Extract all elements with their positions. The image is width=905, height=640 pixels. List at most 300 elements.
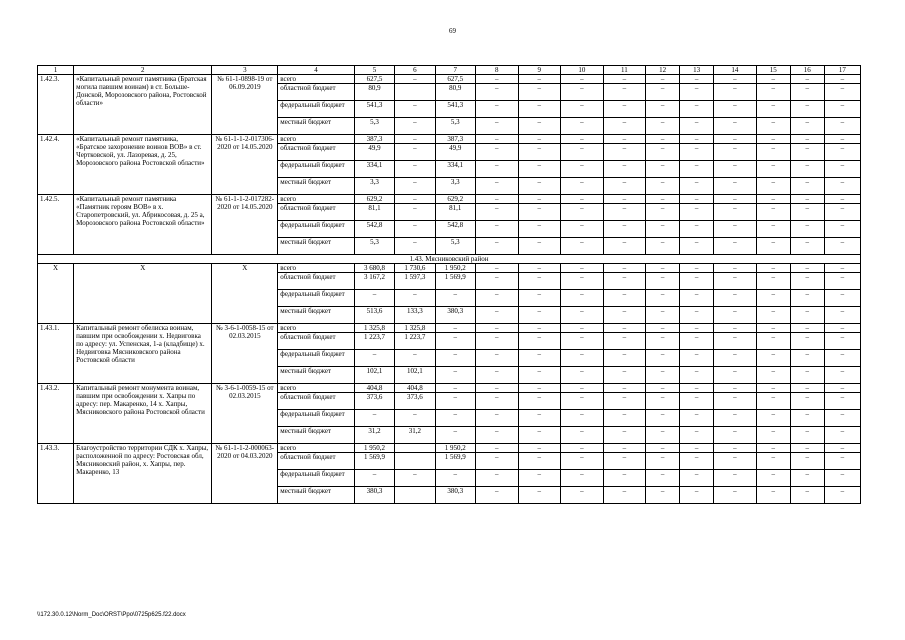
- value-col16: –: [790, 393, 824, 410]
- value-col15: –: [756, 161, 790, 178]
- value-col10: –: [561, 195, 604, 204]
- table-row: [38, 444, 861, 453]
- value-col6: –: [395, 204, 435, 221]
- value-col9: –: [518, 290, 561, 307]
- value-col14: –: [714, 273, 757, 290]
- value-col16: –: [790, 367, 824, 384]
- value-col7: –: [435, 350, 475, 367]
- value-col12: –: [646, 75, 680, 84]
- value-col11: –: [603, 75, 646, 84]
- value-col15: –: [756, 273, 790, 290]
- value-col7: –: [435, 427, 475, 444]
- value-total: 627,5: [354, 75, 394, 84]
- value-col6: 1 730,6: [395, 264, 435, 273]
- table-row: [38, 135, 861, 144]
- funding-source: федеральный бюджет: [278, 221, 355, 238]
- value-col7: 541,3: [435, 101, 475, 118]
- value-col7: 80,9: [435, 84, 475, 101]
- value-col12: –: [646, 324, 680, 333]
- value-col6: –: [395, 470, 435, 487]
- value-col12: –: [646, 393, 680, 410]
- value-col8: –: [476, 393, 519, 410]
- value-col12: –: [646, 350, 680, 367]
- value-col15: –: [756, 238, 790, 255]
- value-col9: –: [518, 264, 561, 273]
- value-col13: –: [680, 350, 714, 367]
- value-col14: –: [714, 350, 757, 367]
- value-col15: –: [756, 195, 790, 204]
- value-col14: –: [714, 307, 757, 324]
- value-col12: –: [646, 453, 680, 470]
- value-col17: –: [824, 410, 860, 427]
- value-col8: –: [476, 144, 519, 161]
- value-col7: –: [435, 324, 475, 333]
- value-col9: –: [518, 444, 561, 453]
- value-col10: –: [561, 487, 604, 504]
- value-col8: –: [476, 427, 519, 444]
- value-col12: –: [646, 264, 680, 273]
- value-col10: –: [561, 384, 604, 393]
- value-col14: –: [714, 118, 757, 135]
- value-col10: –: [561, 273, 604, 290]
- value-col12: –: [646, 273, 680, 290]
- value-col7: 629,2: [435, 195, 475, 204]
- value-col11: –: [603, 367, 646, 384]
- value-col11: –: [603, 427, 646, 444]
- value-col17: –: [824, 324, 860, 333]
- value-col6: –: [395, 135, 435, 144]
- value-total: 80,9: [354, 84, 394, 101]
- column-header: 15: [756, 66, 790, 75]
- funding-source: федеральный бюджет: [278, 470, 355, 487]
- value-col12: –: [646, 470, 680, 487]
- value-col15: –: [756, 444, 790, 453]
- value-col11: –: [603, 453, 646, 470]
- funding-source: всего: [278, 384, 355, 393]
- value-col17: –: [824, 487, 860, 504]
- value-col8: –: [476, 350, 519, 367]
- value-col9: –: [518, 161, 561, 178]
- value-col13: –: [680, 453, 714, 470]
- value-col11: –: [603, 195, 646, 204]
- value-total: 81,1: [354, 204, 394, 221]
- funding-source: федеральный бюджет: [278, 350, 355, 367]
- value-col17: –: [824, 118, 860, 135]
- value-col16: –: [790, 470, 824, 487]
- value-col9: –: [518, 238, 561, 255]
- value-col17: –: [824, 393, 860, 410]
- value-total: 3 680,8: [354, 264, 394, 273]
- value-col8: –: [476, 324, 519, 333]
- table-row: [38, 324, 861, 333]
- value-col16: –: [790, 264, 824, 273]
- value-col15: –: [756, 84, 790, 101]
- column-header: 7: [435, 66, 475, 75]
- value-col8: –: [476, 273, 519, 290]
- value-col14: –: [714, 393, 757, 410]
- value-col12: –: [646, 444, 680, 453]
- value-col16: –: [790, 333, 824, 350]
- value-col14: –: [714, 410, 757, 427]
- item-name: «Капитальный ремонт памятника «Памятник героям ВОВ» в х. Старопетровский, ул. Абрикосовая, д. 25 а, Морозовского района Ростовской области»: [74, 195, 212, 255]
- budget-table: [37, 65, 861, 504]
- value-total: 334,1: [354, 161, 394, 178]
- value-col8: –: [476, 307, 519, 324]
- value-col7: 387,3: [435, 135, 475, 144]
- funding-source: всего: [278, 135, 355, 144]
- column-header: 17: [824, 66, 860, 75]
- value-col6: –: [395, 350, 435, 367]
- value-col11: –: [603, 221, 646, 238]
- value-col17: –: [824, 204, 860, 221]
- value-col6: –: [395, 144, 435, 161]
- value-col7: 5,3: [435, 238, 475, 255]
- value-col10: –: [561, 135, 604, 144]
- value-col8: –: [476, 487, 519, 504]
- value-col13: –: [680, 307, 714, 324]
- value-col8: –: [476, 178, 519, 195]
- value-total: 1 223,7: [354, 333, 394, 350]
- value-col10: –: [561, 410, 604, 427]
- value-col17: –: [824, 135, 860, 144]
- value-col14: –: [714, 444, 757, 453]
- value-col17: –: [824, 290, 860, 307]
- value-col6: –: [395, 410, 435, 427]
- value-col10: –: [561, 393, 604, 410]
- value-col12: –: [646, 161, 680, 178]
- value-col11: –: [603, 470, 646, 487]
- value-col16: –: [790, 135, 824, 144]
- value-col16: –: [790, 84, 824, 101]
- value-col13: –: [680, 290, 714, 307]
- value-col7: 3,3: [435, 178, 475, 195]
- value-col14: –: [714, 384, 757, 393]
- value-col14: –: [714, 238, 757, 255]
- value-col7: 1 950,2: [435, 444, 475, 453]
- value-col11: –: [603, 393, 646, 410]
- value-total: 31,2: [354, 427, 394, 444]
- value-col12: –: [646, 487, 680, 504]
- value-total: 1 325,8: [354, 324, 394, 333]
- value-col12: –: [646, 427, 680, 444]
- value-col17: –: [824, 470, 860, 487]
- value-col13: –: [680, 273, 714, 290]
- value-col12: –: [646, 333, 680, 350]
- value-total: 3,3: [354, 178, 394, 195]
- value-col7: 380,3: [435, 487, 475, 504]
- value-col9: –: [518, 333, 561, 350]
- value-col13: –: [680, 264, 714, 273]
- column-header: 13: [680, 66, 714, 75]
- value-col12: –: [646, 101, 680, 118]
- funding-source: всего: [278, 195, 355, 204]
- item-document: X: [212, 264, 278, 324]
- value-col17: –: [824, 101, 860, 118]
- value-col11: –: [603, 290, 646, 307]
- value-total: –: [354, 410, 394, 427]
- value-col9: –: [518, 144, 561, 161]
- funding-source: областной бюджет: [278, 453, 355, 470]
- header-row: [38, 66, 861, 75]
- value-col9: –: [518, 204, 561, 221]
- value-col13: –: [680, 118, 714, 135]
- value-col15: –: [756, 204, 790, 221]
- value-col6: 31,2: [395, 427, 435, 444]
- funding-source: федеральный бюджет: [278, 101, 355, 118]
- value-col8: –: [476, 333, 519, 350]
- value-col11: –: [603, 273, 646, 290]
- value-col9: –: [518, 135, 561, 144]
- value-total: 5,3: [354, 238, 394, 255]
- value-col12: –: [646, 84, 680, 101]
- value-col15: –: [756, 453, 790, 470]
- item-document: № 3-6-1-0059-15 от 02.03.2015: [212, 384, 278, 444]
- column-header: 5: [354, 66, 394, 75]
- value-col17: –: [824, 264, 860, 273]
- value-col7: –: [435, 290, 475, 307]
- value-col9: –: [518, 350, 561, 367]
- item-name: «Капитальный ремонт памятника, «Братское захоронение воинов ВОВ» в ст. Чертковской, ул. Лазоревая, д. 25, Морозовского района Ростовской области»: [74, 135, 212, 195]
- value-col15: –: [756, 427, 790, 444]
- value-col16: –: [790, 75, 824, 84]
- value-col10: –: [561, 264, 604, 273]
- table-row: [38, 264, 861, 273]
- value-col12: –: [646, 384, 680, 393]
- value-col8: –: [476, 84, 519, 101]
- value-col9: –: [518, 84, 561, 101]
- value-col9: –: [518, 195, 561, 204]
- value-col17: –: [824, 333, 860, 350]
- value-col6: [395, 84, 435, 101]
- value-col10: –: [561, 221, 604, 238]
- value-col13: –: [680, 84, 714, 101]
- value-col7: –: [435, 393, 475, 410]
- value-col11: –: [603, 350, 646, 367]
- value-col17: –: [824, 453, 860, 470]
- value-col9: –: [518, 324, 561, 333]
- value-col10: –: [561, 350, 604, 367]
- value-col13: –: [680, 384, 714, 393]
- value-col17: –: [824, 144, 860, 161]
- value-col6: [395, 453, 435, 470]
- table-row: [38, 195, 861, 204]
- value-col16: –: [790, 273, 824, 290]
- value-col6: –: [395, 161, 435, 178]
- value-col8: –: [476, 161, 519, 178]
- column-header: 10: [561, 66, 604, 75]
- value-col10: –: [561, 178, 604, 195]
- value-total: –: [354, 290, 394, 307]
- item-number: 1.43.2.: [38, 384, 74, 444]
- value-col13: –: [680, 427, 714, 444]
- value-col13: –: [680, 470, 714, 487]
- value-col14: –: [714, 290, 757, 307]
- item-name: X: [74, 264, 212, 324]
- value-col11: –: [603, 324, 646, 333]
- value-total: 5,3: [354, 118, 394, 135]
- value-col17: –: [824, 84, 860, 101]
- value-total: 3 167,2: [354, 273, 394, 290]
- value-col14: –: [714, 144, 757, 161]
- item-number: 1.42.4.: [38, 135, 74, 195]
- value-col16: –: [790, 161, 824, 178]
- value-col6: –: [395, 221, 435, 238]
- value-col8: –: [476, 444, 519, 453]
- value-col13: –: [680, 487, 714, 504]
- item-number: X: [38, 264, 74, 324]
- value-col6: –: [395, 75, 435, 84]
- value-col6: –: [395, 118, 435, 135]
- value-col15: –: [756, 75, 790, 84]
- funding-source: федеральный бюджет: [278, 410, 355, 427]
- value-col6: 373,6: [395, 393, 435, 410]
- value-col13: –: [680, 238, 714, 255]
- funding-source: всего: [278, 444, 355, 453]
- value-col17: –: [824, 273, 860, 290]
- value-col8: –: [476, 470, 519, 487]
- value-col10: –: [561, 453, 604, 470]
- value-col15: –: [756, 144, 790, 161]
- item-number: 1.42.5.: [38, 195, 74, 255]
- section-title: 1.43. Мясниковский район: [38, 255, 861, 264]
- value-col16: –: [790, 238, 824, 255]
- value-col9: –: [518, 307, 561, 324]
- value-col13: –: [680, 144, 714, 161]
- value-col17: –: [824, 161, 860, 178]
- value-col13: –: [680, 410, 714, 427]
- funding-source: областной бюджет: [278, 393, 355, 410]
- value-col12: –: [646, 410, 680, 427]
- value-col17: –: [824, 195, 860, 204]
- value-col10: –: [561, 161, 604, 178]
- value-col11: –: [603, 264, 646, 273]
- value-col15: –: [756, 264, 790, 273]
- value-col15: –: [756, 178, 790, 195]
- value-col10: –: [561, 84, 604, 101]
- value-col16: –: [790, 144, 824, 161]
- value-col12: –: [646, 367, 680, 384]
- value-col6: 404,8: [395, 384, 435, 393]
- value-col13: –: [680, 204, 714, 221]
- value-col10: –: [561, 144, 604, 161]
- value-col17: –: [824, 444, 860, 453]
- value-col11: –: [603, 444, 646, 453]
- value-col17: –: [824, 75, 860, 84]
- section-row: [38, 255, 861, 264]
- value-col9: –: [518, 75, 561, 84]
- value-col14: –: [714, 367, 757, 384]
- value-col13: –: [680, 444, 714, 453]
- value-col15: –: [756, 410, 790, 427]
- value-col14: –: [714, 324, 757, 333]
- value-col9: –: [518, 470, 561, 487]
- value-col6: –: [395, 195, 435, 204]
- value-col11: –: [603, 135, 646, 144]
- column-header: 6: [395, 66, 435, 75]
- value-col16: –: [790, 204, 824, 221]
- item-number: 1.42.3.: [38, 75, 74, 135]
- value-col16: –: [790, 487, 824, 504]
- value-col13: –: [680, 161, 714, 178]
- value-col10: –: [561, 367, 604, 384]
- value-col12: –: [646, 238, 680, 255]
- value-col8: –: [476, 195, 519, 204]
- value-col8: –: [476, 367, 519, 384]
- item-name: «Капитальный ремонт памятника (Братская могила павшим воинам) в ст. Больше-Донской, Морозовского района, Ростовской области»: [74, 75, 212, 135]
- value-col14: –: [714, 161, 757, 178]
- value-col13: –: [680, 195, 714, 204]
- value-col14: –: [714, 264, 757, 273]
- value-col15: –: [756, 367, 790, 384]
- value-col17: –: [824, 384, 860, 393]
- value-col8: –: [476, 135, 519, 144]
- value-total: 513,6: [354, 307, 394, 324]
- value-col16: –: [790, 101, 824, 118]
- value-col15: –: [756, 393, 790, 410]
- value-col9: –: [518, 384, 561, 393]
- value-col17: –: [824, 178, 860, 195]
- value-col8: –: [476, 118, 519, 135]
- value-col8: –: [476, 453, 519, 470]
- value-col8: –: [476, 238, 519, 255]
- value-col7: –: [435, 367, 475, 384]
- value-col7: 1 950,2: [435, 264, 475, 273]
- funding-source: областной бюджет: [278, 333, 355, 350]
- value-col13: –: [680, 178, 714, 195]
- value-col14: –: [714, 135, 757, 144]
- column-header: 14: [714, 66, 757, 75]
- value-col17: –: [824, 427, 860, 444]
- value-total: 373,6: [354, 393, 394, 410]
- value-col7: –: [435, 410, 475, 427]
- funding-source: областной бюджет: [278, 144, 355, 161]
- value-col9: –: [518, 273, 561, 290]
- value-col8: –: [476, 384, 519, 393]
- value-total: 629,2: [354, 195, 394, 204]
- value-col14: –: [714, 84, 757, 101]
- item-document: № 61-1-1-2-000063-2020 от 04.03.2020: [212, 444, 278, 504]
- value-col11: –: [603, 238, 646, 255]
- value-col10: –: [561, 204, 604, 221]
- value-col11: –: [603, 410, 646, 427]
- value-col12: –: [646, 195, 680, 204]
- value-col11: –: [603, 204, 646, 221]
- funding-source: местный бюджет: [278, 178, 355, 195]
- value-col11: –: [603, 161, 646, 178]
- value-col8: –: [476, 101, 519, 118]
- funding-source: местный бюджет: [278, 487, 355, 504]
- value-col10: –: [561, 101, 604, 118]
- value-col7: –: [435, 470, 475, 487]
- funding-source: областной бюджет: [278, 84, 355, 101]
- value-col15: –: [756, 101, 790, 118]
- value-col15: –: [756, 324, 790, 333]
- column-header: 8: [476, 66, 519, 75]
- value-col10: –: [561, 427, 604, 444]
- value-col7: 542,8: [435, 221, 475, 238]
- value-col8: –: [476, 264, 519, 273]
- value-col11: –: [603, 178, 646, 195]
- value-col11: –: [603, 101, 646, 118]
- value-col12: –: [646, 118, 680, 135]
- value-col9: –: [518, 393, 561, 410]
- column-header: 12: [646, 66, 680, 75]
- value-col6: 1 223,7: [395, 333, 435, 350]
- value-col15: –: [756, 350, 790, 367]
- value-col11: –: [603, 333, 646, 350]
- item-number: 1.43.3.: [38, 444, 74, 504]
- value-col10: –: [561, 290, 604, 307]
